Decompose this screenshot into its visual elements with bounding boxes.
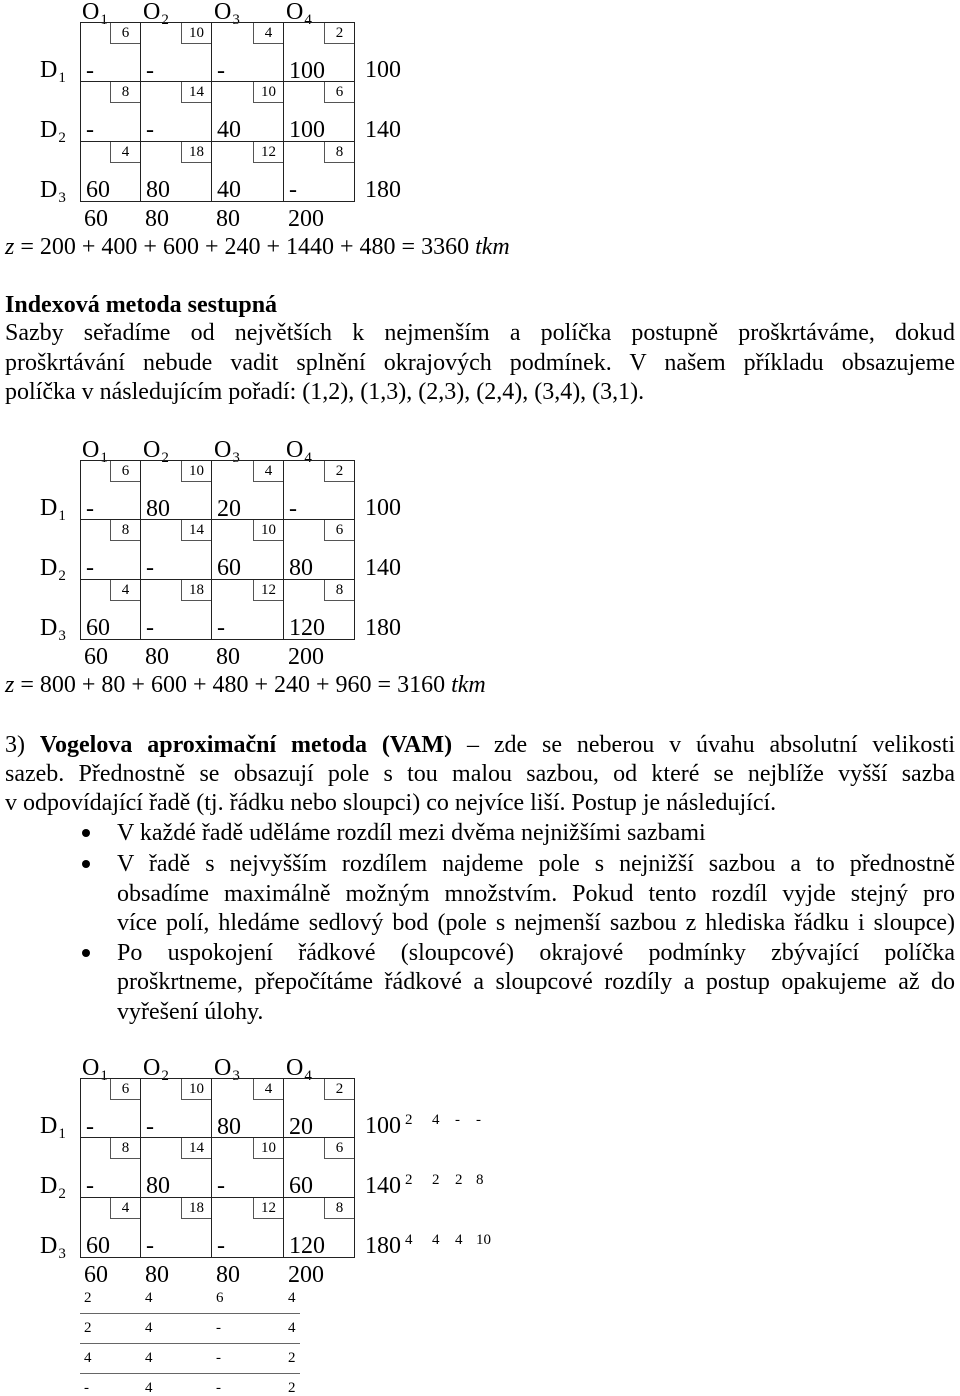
section-title-line [5,730,955,760]
section-number: 3) [5,732,25,758]
column-difference: 2 [84,1290,92,1306]
objective-function [5,673,486,697]
column-header-index: 2 [161,12,169,28]
bullet-icon [82,829,90,837]
tableau-cell [212,1138,284,1198]
allocation-value: - [86,58,94,84]
objective-variable: z [5,672,15,698]
demand-value: 80 [216,1262,240,1288]
cost-rate: 2 [324,461,354,482]
cost-rate: 2 [324,23,354,44]
column-header [286,437,312,466]
transport-tableau-1 [0,0,960,262]
cost-rate: 4 [253,23,283,44]
cost-rate: 6 [324,1138,354,1159]
column-header-letter: O [82,437,100,463]
column-header [286,0,312,28]
allocation-value: 120 [289,1233,325,1259]
allocation-value: 120 [289,615,325,641]
cost-rate: 6 [110,23,140,44]
tableau-cell [141,580,212,640]
allocation-value: 80 [217,1114,241,1140]
column-header-letter: O [82,1055,100,1081]
paragraph-line: sazeb. Přednostně se obsazují pole s tou malou sazbou, od které se nejblíže vyšší sazba [5,761,955,787]
cost-rate: 10 [253,82,283,103]
tableau-cell [212,520,284,580]
cost-rate: 18 [181,580,211,601]
tableau-cell [284,82,355,142]
allocation-value: - [217,58,225,84]
cost-rate: 14 [181,1138,211,1159]
tableau-cell [141,22,212,82]
cost-rate: 4 [253,1079,283,1100]
tableau-cell [284,580,355,640]
supply-value: 100 [365,57,401,83]
row-difference: 10 [476,1232,491,1248]
allocation-value: - [217,1173,225,1199]
tableau-cell [284,22,355,82]
column-header-index: 2 [161,450,169,466]
tableau-cell [212,460,284,520]
allocation-value: - [86,117,94,143]
column-header-letter: O [214,437,232,463]
column-header-letter: O [214,0,232,25]
cost-rate: 10 [253,520,283,541]
tableau-cell [284,460,355,520]
supply-value: 180 [365,177,401,203]
row-label-letter: D [40,1113,58,1139]
column-header-index: 1 [100,450,108,466]
bullet-line: V každé řadě uděláme rozdíl mezi dvěma nejnižšími sazbami [117,820,706,846]
cost-rate: 12 [253,142,283,163]
demand-value: 60 [84,644,108,670]
bullet-icon [82,949,90,957]
column-header-index: 3 [232,450,240,466]
tableau-cell [212,580,284,640]
column-header-index: 4 [304,1068,312,1084]
cost-rate: 14 [181,520,211,541]
cost-rate: 8 [110,82,140,103]
cost-rate: 12 [253,580,283,601]
column-difference: 4 [145,1290,153,1306]
allocation-value: - [146,555,154,581]
demand-value: 60 [84,206,108,232]
column-header [214,437,240,466]
transport-tableau-2 [0,438,960,700]
column-difference: - [216,1320,221,1336]
paragraph-line: Sazby seřadíme od největších k nejmenším a políčka postupně proškrtáváme, dokud [5,320,955,346]
column-header [143,0,169,28]
allocation-value: - [146,117,154,143]
tableau-cell [141,460,212,520]
cost-rate: 4 [110,142,140,163]
allocation-value: 80 [146,496,170,522]
row-label-letter: D [40,555,58,581]
column-header-letter: O [286,0,304,25]
allocation-value: - [289,177,297,203]
tableau-cell [80,142,141,202]
tableau-cell [284,142,355,202]
objective-expression: = 800 + 80 + 600 + 480 + 240 + 960 = 3160 [20,672,446,698]
allocation-value: 80 [289,555,313,581]
column-difference: 6 [216,1290,224,1306]
column-difference: 4 [288,1290,296,1306]
row-difference: 4 [455,1232,463,1248]
cost-rate: 6 [324,520,354,541]
allocation-value: - [146,615,154,641]
tableau-cell [80,520,141,580]
row-label [40,1233,66,1262]
row-difference: 2 [405,1112,413,1128]
tableau-cell [80,1078,141,1138]
cost-rate: 10 [181,23,211,44]
bullet-line: Po uspokojení řádkové (sloupcové) okrajové podmínky zbývající políčka [117,940,955,966]
objective-variable: z [5,234,15,260]
tableau-cell [80,1138,141,1198]
objective-function [5,235,510,259]
bullet-icon [82,860,90,868]
row-difference: 2 [405,1172,413,1188]
tableau-cell [80,1198,141,1258]
bullet-line: V řadě s nejvyšším rozdílem najdeme pole s nejnižší sazbou a to přednostně [117,851,955,877]
column-difference: - [84,1380,89,1396]
section-heading: Indexová metoda sestupná [5,292,278,318]
section-title-rest: zde se neberou v úvahu absolutní velikosti [493,732,955,758]
row-difference: - [476,1112,481,1128]
row-label [40,555,66,584]
supply-value: 140 [365,117,401,143]
column-difference: - [216,1380,221,1396]
demand-value: 80 [145,1262,169,1288]
column-difference: 2 [84,1320,92,1336]
column-header-index: 3 [232,12,240,28]
demand-value: 200 [288,206,324,232]
column-difference: 2 [288,1350,296,1366]
row-label-letter: D [40,117,58,143]
cost-rate: 8 [324,580,354,601]
demand-value: 80 [216,644,240,670]
tableau-cell [80,460,141,520]
column-header-index: 3 [232,1068,240,1084]
row-label-index: 1 [58,508,66,524]
row-difference: - [455,1112,460,1128]
title-dash: – [466,732,479,758]
tableau-cell [212,1198,284,1258]
row-label-index: 1 [58,70,66,86]
paragraph-line: v odpovídající řadě (tj. řádku nebo sloupci) co nejvíce liší. Postup je následující. [5,790,777,816]
tableau-cell [141,520,212,580]
row-label [40,615,66,644]
demand-value: 80 [145,206,169,232]
row-label [40,495,66,524]
allocation-value: - [146,1114,154,1140]
bullet-line: více polí, hledáme sedlový bod (pole s nejmenší sazbou z hlediska řádku i sloupce) [117,910,955,936]
column-header-index: 1 [100,12,108,28]
column-header-letter: O [214,1055,232,1081]
allocation-value: 80 [146,177,170,203]
column-header-letter: O [286,1055,304,1081]
tableau-cell [284,1198,355,1258]
column-difference: 4 [145,1320,153,1336]
demand-value: 200 [288,644,324,670]
column-difference: 4 [145,1380,153,1396]
row-difference: 4 [432,1112,440,1128]
allocation-value: - [146,58,154,84]
column-difference: 2 [288,1380,296,1396]
row-label-letter: D [40,177,58,203]
allocation-value: - [289,496,297,522]
row-label-letter: D [40,615,58,641]
column-header-index: 1 [100,1068,108,1084]
allocation-value: 20 [217,496,241,522]
bullet-line: vyřešení úlohy. [117,999,264,1025]
column-header [143,1055,169,1084]
cost-rate: 4 [110,580,140,601]
row-label-letter: D [40,57,58,83]
cost-rate: 14 [181,82,211,103]
cost-rate: 8 [110,520,140,541]
row-label [40,57,66,86]
column-header [214,0,240,28]
paragraph-line: políčka v následujícím pořadí: (1,2), (1,3), (2,3), (2,4), (3,4), (3,1). [5,379,645,405]
cost-rate: 6 [324,82,354,103]
supply-value: 180 [365,1233,401,1259]
cost-rate: 6 [110,1079,140,1100]
row-label-letter: D [40,1173,58,1199]
bullet-line: proškrtneme, přepočítáme řádkové a sloupcové rozdíly a postup opakujeme až do [117,969,955,995]
allocation-value: 100 [289,117,325,143]
cost-rate: 18 [181,1198,211,1219]
cost-rate: 8 [324,142,354,163]
tableau-cell [212,22,284,82]
allocation-value: 60 [86,1233,110,1259]
row-label-letter: D [40,495,58,521]
cost-rate: 18 [181,142,211,163]
cost-rate: 8 [110,1138,140,1159]
column-header-index: 2 [161,1068,169,1084]
row-label-index: 2 [58,130,66,146]
column-difference: 4 [84,1350,92,1366]
cost-rate: 10 [253,1138,283,1159]
cost-rate: 4 [253,461,283,482]
tableau-cell [80,82,141,142]
cost-rate: 8 [324,1198,354,1219]
column-header [82,0,108,28]
row-difference: 4 [405,1232,413,1248]
allocation-value: 80 [146,1173,170,1199]
column-difference: 4 [145,1350,153,1366]
demand-value: 60 [84,1262,108,1288]
column-header [82,437,108,466]
allocation-value: - [217,615,225,641]
tableau-cell [141,1138,212,1198]
transport-tableau-3 [0,1056,960,1396]
paragraph-line: proškrtávání nebude vadit splnění okrajových podmínek. V našem příkladu obsazujeme [5,350,955,376]
supply-value: 140 [365,1173,401,1199]
row-label-index: 2 [58,568,66,584]
cost-rate: 10 [181,461,211,482]
row-difference: 2 [455,1172,463,1188]
supply-value: 100 [365,495,401,521]
supply-value: 100 [365,1113,401,1139]
supply-value: 180 [365,615,401,641]
tableau-cell [284,1078,355,1138]
allocation-value: 100 [289,58,325,84]
allocation-value: 40 [217,117,241,143]
section-title: Vogelova aproximační metoda (VAM) [39,732,453,758]
column-header-letter: O [143,1055,161,1081]
tableau-cell [141,1198,212,1258]
objective-unit: tkm [475,234,510,260]
column-header [286,1055,312,1084]
column-header-index: 4 [304,450,312,466]
row-label [40,1113,66,1142]
row-label-index: 3 [58,190,66,206]
column-header [214,1055,240,1084]
allocation-value: 60 [86,177,110,203]
tableau-cell [80,22,141,82]
row-label-index: 3 [58,628,66,644]
supply-value: 140 [365,555,401,581]
demand-value: 80 [145,644,169,670]
difference-separator-line [80,1313,300,1314]
tableau-cell [212,1078,284,1138]
allocation-value: 60 [86,615,110,641]
column-header-letter: O [143,0,161,25]
allocation-value: - [86,496,94,522]
difference-separator-line [80,1373,300,1374]
row-label [40,117,66,146]
tableau-cell [80,580,141,640]
allocation-value: 20 [289,1114,313,1140]
cost-rate: 12 [253,1198,283,1219]
allocation-value: - [217,1233,225,1259]
allocation-value: - [86,1114,94,1140]
row-label-index: 1 [58,1126,66,1142]
row-label-letter: D [40,1233,58,1259]
bullet-line: obsadíme maximálně možným množstvím. Pokud tento rozdíl vyjde stejný pro [117,881,955,907]
row-label-index: 3 [58,1246,66,1262]
column-header-index: 4 [304,12,312,28]
column-header-letter: O [143,437,161,463]
cost-rate: 4 [110,1198,140,1219]
column-header [82,1055,108,1084]
tableau-cell [212,82,284,142]
cost-rate: 2 [324,1079,354,1100]
row-difference: 4 [432,1232,440,1248]
demand-value: 200 [288,1262,324,1288]
tableau-cell [141,82,212,142]
tableau-cell [284,520,355,580]
difference-separator-line [80,1343,300,1344]
allocation-value: - [86,555,94,581]
row-label-index: 2 [58,1186,66,1202]
tableau-cell [141,1078,212,1138]
demand-value: 80 [216,206,240,232]
column-difference: 4 [288,1320,296,1336]
row-label [40,177,66,206]
tableau-cell [284,1138,355,1198]
tableau-cell [141,142,212,202]
column-header-letter: O [286,437,304,463]
column-header-letter: O [82,0,100,25]
tableau-cell [212,142,284,202]
objective-expression: = 200 + 400 + 600 + 240 + 1440 + 480 = 3360 [20,234,470,260]
allocation-value: - [86,1173,94,1199]
allocation-value: 60 [289,1173,313,1199]
allocation-value: 60 [217,555,241,581]
allocation-value: 40 [217,177,241,203]
column-header [143,437,169,466]
allocation-value: - [146,1233,154,1259]
row-difference: 2 [432,1172,440,1188]
cost-rate: 10 [181,1079,211,1100]
column-difference: - [216,1350,221,1366]
objective-unit: tkm [451,672,486,698]
row-difference: 8 [476,1172,484,1188]
row-label [40,1173,66,1202]
cost-rate: 6 [110,461,140,482]
